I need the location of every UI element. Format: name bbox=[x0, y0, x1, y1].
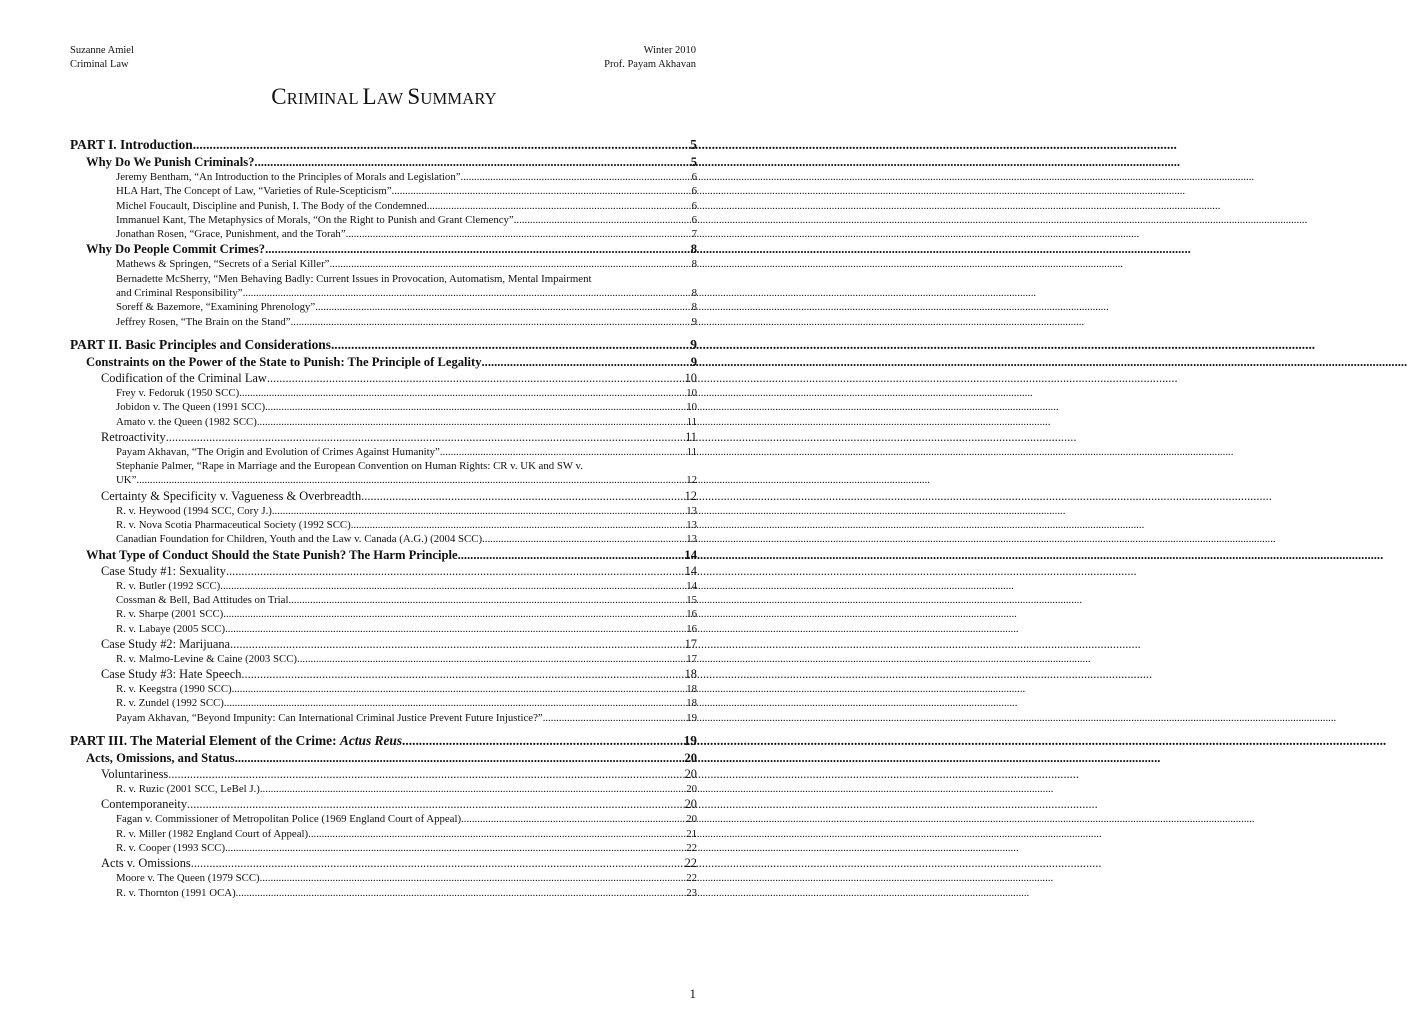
dot-leader bbox=[440, 445, 686, 459]
dot-leader bbox=[220, 579, 685, 593]
dot-leader bbox=[225, 841, 685, 855]
toc-entry[interactable] bbox=[70, 445, 697, 459]
toc-entry[interactable] bbox=[70, 607, 697, 621]
dot-leader bbox=[260, 782, 685, 796]
dot-leader bbox=[226, 563, 684, 579]
toc-entry-title: R. v. Thornton (1991 OCA) bbox=[116, 886, 236, 899]
toc-entry[interactable] bbox=[70, 652, 697, 666]
toc-entry-page: 6 bbox=[691, 171, 697, 183]
toc-entry-page: 10 bbox=[686, 401, 697, 414]
toc-entry[interactable] bbox=[70, 622, 697, 636]
toc-entry-page: 5 bbox=[690, 155, 697, 169]
dot-leader bbox=[458, 547, 684, 563]
dot-leader bbox=[236, 886, 686, 900]
toc-entry[interactable] bbox=[70, 766, 697, 782]
toc-entry-title: R. v. Zundel (1992 SCC) bbox=[116, 697, 224, 710]
dot-leader bbox=[482, 532, 685, 546]
toc-entry[interactable] bbox=[70, 666, 697, 682]
toc-entry-line: Bernadette McSherry, “Men Behaving Badly: Current Issues in Provocation, Automatism, Mental Impairment bbox=[116, 272, 592, 285]
dot-leader bbox=[291, 315, 691, 329]
toc-entry-title: Fagan v. Commissioner of Metropolitan Police (1969 England Court of Appeal) bbox=[116, 813, 462, 826]
toc-entry[interactable] bbox=[70, 213, 697, 227]
toc-entry-page: 5 bbox=[690, 137, 697, 152]
toc-entry-page: 13 bbox=[686, 519, 697, 532]
dot-leader bbox=[224, 696, 685, 710]
dot-leader bbox=[308, 827, 685, 841]
dot-leader bbox=[297, 652, 685, 666]
toc-entry[interactable] bbox=[70, 400, 697, 414]
toc-entry-title: Jeffrey Rosen, “The Brain on the Stand” bbox=[116, 315, 291, 328]
author-name: Suzanne Amiel bbox=[70, 45, 134, 56]
dot-leader bbox=[329, 257, 690, 271]
toc-entry[interactable] bbox=[70, 563, 697, 579]
toc-entry-page: 22 bbox=[684, 856, 697, 871]
dot-leader bbox=[543, 711, 686, 725]
toc-entry[interactable] bbox=[70, 227, 697, 241]
toc-entry[interactable] bbox=[70, 241, 697, 257]
document-title: CRIMINAL LAW SUMMARY bbox=[271, 84, 497, 109]
dot-leader bbox=[265, 241, 690, 257]
toc-entry[interactable] bbox=[70, 696, 697, 710]
toc-entry-page: 8 bbox=[691, 301, 697, 314]
toc-entry[interactable] bbox=[70, 154, 697, 170]
dot-leader bbox=[392, 184, 691, 198]
dot-leader bbox=[235, 750, 684, 766]
toc-entry[interactable] bbox=[70, 300, 697, 314]
toc-entry-title: and Criminal Responsibility” bbox=[116, 287, 243, 300]
toc-entry[interactable] bbox=[70, 370, 697, 386]
toc-entry[interactable] bbox=[70, 682, 697, 696]
toc-entry-title: Michel Foucault, Discipline and Punish, I. The Body of the Condemned bbox=[116, 199, 427, 212]
dot-leader bbox=[136, 473, 685, 487]
dot-leader bbox=[254, 154, 689, 170]
dot-leader bbox=[223, 607, 685, 621]
dot-leader bbox=[187, 796, 684, 812]
dot-leader bbox=[315, 300, 690, 314]
toc-entry-title: PART II. Basic Principles and Considerations bbox=[70, 336, 331, 352]
toc-entry-page: 17 bbox=[686, 652, 697, 665]
toc-entry-line: Stephanie Palmer, “Rape in Marriage and the European Convention on Human Rights: CR v. UK and SW v. bbox=[116, 460, 583, 473]
toc-entry-title: UK” bbox=[116, 474, 137, 487]
toc-entry-title: What Type of Conduct Should the State Punish? The Harm Principle bbox=[86, 547, 458, 562]
toc-entry-title: Soreff & Bazemore, “Examining Phrenology” bbox=[116, 301, 316, 314]
toc-entry-page: 11 bbox=[685, 429, 697, 444]
toc-entry-title: Why Do We Punish Criminals? bbox=[86, 155, 255, 169]
toc-entry[interactable] bbox=[70, 336, 697, 354]
dot-leader bbox=[288, 593, 685, 607]
toc-entry-title: Mathews & Springen, “Secrets of a Serial Killer” bbox=[116, 258, 330, 271]
toc-entry-page: 9 bbox=[690, 336, 697, 352]
toc-entry-title: R. v. Heywood (1994 SCC, Cory J.) bbox=[116, 504, 272, 517]
term: Winter 2010 bbox=[643, 45, 696, 56]
toc-entry-title: Cossman & Bell, Bad Attitudes on Trial bbox=[116, 593, 289, 606]
table-of-contents bbox=[70, 136, 697, 900]
dot-leader bbox=[265, 400, 685, 414]
toc-entry-page: 19 bbox=[686, 711, 697, 724]
toc-entry-page: 9 bbox=[690, 354, 697, 369]
professor-name: Prof. Payam Akhavan bbox=[604, 59, 696, 70]
toc-entry-title: Retroactivity bbox=[101, 429, 166, 444]
toc-entry-title: Jobidon v. The Queen (1991 SCC) bbox=[116, 401, 266, 414]
toc-entry-page: 6 bbox=[691, 213, 697, 226]
toc-entry-page: 19 bbox=[683, 733, 697, 749]
toc-entry-page: 16 bbox=[686, 608, 697, 621]
toc-entry-title: Contemporaneity bbox=[101, 797, 188, 812]
dot-leader bbox=[427, 199, 691, 213]
toc-entry-title: Amato v. the Queen (1982 SCC) bbox=[116, 415, 257, 428]
toc-entry[interactable] bbox=[70, 732, 697, 750]
toc-entry-page: 16 bbox=[686, 622, 697, 635]
toc-entry[interactable] bbox=[70, 136, 697, 154]
toc-entry[interactable] bbox=[70, 782, 697, 796]
dot-leader bbox=[243, 286, 691, 300]
toc-entry-title: Case Study #1: Sexuality bbox=[101, 563, 226, 578]
toc-entry-page: 21 bbox=[686, 827, 697, 840]
dot-leader bbox=[193, 136, 690, 154]
toc-entry-page: 20 bbox=[684, 751, 697, 766]
toc-entry[interactable] bbox=[70, 257, 697, 271]
toc-entry[interactable] bbox=[70, 199, 697, 213]
toc-entry-page: 22 bbox=[686, 841, 697, 854]
dot-leader bbox=[461, 170, 691, 184]
running-header-left bbox=[70, 44, 134, 72]
toc-entry-page: 20 bbox=[686, 783, 697, 796]
toc-entry-title: Jonathan Rosen, “Grace, Punishment, and the Torah” bbox=[116, 228, 346, 241]
dot-leader bbox=[351, 518, 686, 532]
toc-entry-title: Codification of the Criminal Law bbox=[101, 370, 267, 385]
toc-entry[interactable] bbox=[70, 812, 697, 826]
toc-entry[interactable] bbox=[70, 796, 697, 812]
toc-entry-page: 8 bbox=[691, 287, 697, 300]
toc-entry[interactable] bbox=[70, 532, 697, 546]
course-name: Criminal Law bbox=[70, 59, 129, 70]
toc-entry-title: Jeremy Bentham, “An Introduction to the Principles of Morals and Legislation” bbox=[116, 171, 461, 183]
dot-leader bbox=[331, 336, 689, 354]
toc-entry[interactable] bbox=[70, 429, 697, 445]
toc-entry-title: Canadian Foundation for Children, Youth and the Law v. Canada (A.G.) (2004 SCC) bbox=[116, 533, 483, 546]
toc-entry-page: 10 bbox=[686, 386, 697, 399]
toc-entry-title: R. v. Keegstra (1990 SCC) bbox=[116, 683, 232, 696]
toc-entry-title: R. v. Malmo-Levine & Caine (2003 SCC) bbox=[116, 652, 298, 665]
toc-entry-page: 11 bbox=[686, 445, 697, 458]
toc-entry[interactable] bbox=[70, 170, 697, 184]
toc-entry-title: PART I. Introduction bbox=[70, 137, 193, 152]
toc-entry-page: 15 bbox=[686, 593, 697, 606]
toc-entry-title: Frey v. Fedoruk (1950 SCC) bbox=[116, 386, 240, 399]
toc-entry-page: 18 bbox=[686, 683, 697, 696]
toc-entry[interactable] bbox=[70, 827, 697, 841]
toc-entry-page: 14 bbox=[686, 579, 697, 592]
toc-entry-title: Immanuel Kant, The Metaphysics of Morals, “On the Right to Punish and Grant Clemency” bbox=[116, 213, 514, 226]
toc-entry[interactable] bbox=[70, 886, 697, 900]
toc-entry[interactable] bbox=[70, 504, 697, 518]
toc-entry[interactable] bbox=[70, 855, 697, 871]
toc-entry-title: R. v. Ruzic (2001 SCC, LeBel J.) bbox=[116, 783, 260, 796]
toc-entry-page: 23 bbox=[686, 886, 697, 899]
toc-entry-title: Acts v. Omissions bbox=[101, 856, 191, 871]
toc-entry-page: 18 bbox=[686, 697, 697, 710]
toc-entry-title: Why Do People Commit Crimes? bbox=[86, 242, 266, 257]
toc-entry-title: PART III. The Material Element of the Crime: Actus Reus bbox=[70, 733, 403, 749]
toc-entry-title: R. v. Miller (1982 England Court of Appeal) bbox=[116, 827, 309, 840]
dot-leader bbox=[225, 622, 685, 636]
toc-entry-title: R. v. Butler (1992 SCC) bbox=[116, 579, 221, 592]
toc-entry-title: R. v. Labaye (2005 SCC) bbox=[116, 622, 226, 635]
toc-entry-page: 6 bbox=[691, 199, 697, 212]
toc-entry[interactable] bbox=[70, 547, 697, 563]
toc-entry[interactable] bbox=[70, 593, 697, 607]
toc-entry-title: Payam Akhavan, “The Origin and Evolution of Crimes Against Humanity” bbox=[116, 445, 440, 458]
dot-leader bbox=[267, 370, 684, 386]
page-number: 1 bbox=[689, 986, 696, 1001]
dot-leader bbox=[346, 227, 691, 241]
dot-leader bbox=[168, 766, 683, 782]
toc-entry-page: 9 bbox=[691, 315, 697, 328]
toc-entry-page: 7 bbox=[691, 228, 697, 241]
toc-entry-title: R. v. Nova Scotia Pharmaceutical Society (1992 SCC) bbox=[116, 519, 351, 532]
toc-entry[interactable] bbox=[70, 518, 697, 532]
dot-leader bbox=[191, 855, 684, 871]
toc-entry[interactable] bbox=[70, 488, 697, 504]
toc-entry-title: R. v. Cooper (1993 SCC) bbox=[116, 841, 226, 854]
toc-entry-page: 14 bbox=[684, 547, 697, 562]
dot-leader bbox=[402, 732, 683, 750]
dot-leader bbox=[272, 504, 685, 518]
dot-leader bbox=[166, 429, 684, 445]
toc-entry-title: Payam Akhavan, “Beyond Impunity: Can International Criminal Justice Prevent Future Injustice?” bbox=[116, 711, 543, 724]
toc-entry-title: R. v. Sharpe (2001 SCC) bbox=[116, 608, 224, 621]
toc-entry[interactable] bbox=[70, 750, 697, 766]
toc-entry[interactable] bbox=[70, 841, 697, 855]
toc-entry-title: Acts, Omissions, and Status bbox=[86, 751, 235, 766]
toc-entry-title: Case Study #2: Marijuana bbox=[101, 636, 231, 651]
toc-entry[interactable] bbox=[70, 386, 697, 400]
toc-entry[interactable] bbox=[70, 711, 697, 725]
toc-entry[interactable] bbox=[70, 871, 697, 885]
dot-leader bbox=[241, 666, 683, 682]
toc-entry-title: Voluntariness bbox=[101, 767, 169, 782]
dot-leader bbox=[482, 354, 690, 370]
toc-entry-page: 22 bbox=[686, 872, 697, 885]
toc-entry-page: 17 bbox=[684, 636, 697, 651]
toc-entry-page: 8 bbox=[690, 242, 697, 257]
toc-entry-page: 18 bbox=[684, 667, 697, 682]
toc-entry-title: Constraints on the Power of the State to Punish: The Principle of Legality bbox=[86, 354, 482, 369]
toc-entry-page: 6 bbox=[691, 185, 697, 198]
toc-entry-page: 13 bbox=[686, 504, 697, 517]
toc-entry-page: 10 bbox=[684, 370, 697, 385]
dot-leader bbox=[239, 386, 685, 400]
dot-leader bbox=[230, 636, 684, 652]
toc-entry[interactable] bbox=[70, 473, 697, 487]
toc-entry-page: 8 bbox=[691, 258, 697, 271]
toc-entry-page: 20 bbox=[686, 813, 697, 826]
running-header-right bbox=[604, 44, 696, 72]
dot-leader bbox=[461, 812, 685, 826]
dot-leader bbox=[260, 871, 686, 885]
toc-entry-title: Certainty & Specificity v. Vagueness & Overbreadth bbox=[101, 488, 362, 503]
toc-entry[interactable] bbox=[70, 579, 697, 593]
dot-leader bbox=[232, 682, 686, 696]
toc-entry-page: 20 bbox=[684, 797, 697, 812]
dot-leader bbox=[257, 415, 686, 429]
toc-entry[interactable] bbox=[70, 415, 697, 429]
dot-leader bbox=[514, 213, 691, 227]
dot-leader bbox=[361, 488, 683, 504]
toc-entry-title: Case Study #3: Hate Speech bbox=[101, 667, 242, 682]
toc-entry-page: 13 bbox=[686, 533, 697, 546]
toc-entry[interactable] bbox=[70, 184, 697, 198]
toc-entry[interactable] bbox=[70, 354, 697, 370]
toc-entry-title: Moore v. The Queen (1979 SCC) bbox=[116, 872, 260, 885]
toc-entry-page: 12 bbox=[684, 488, 697, 503]
toc-entry-title: HLA Hart, The Concept of Law, “Varieties of Rule-Scepticism” bbox=[116, 185, 392, 198]
toc-entry-page: 12 bbox=[686, 474, 697, 487]
toc-entry-page: 11 bbox=[686, 415, 697, 428]
toc-entry[interactable] bbox=[70, 315, 697, 329]
toc-entry[interactable] bbox=[70, 286, 697, 300]
toc-entry-page: 14 bbox=[684, 563, 697, 578]
toc-entry[interactable] bbox=[70, 636, 697, 652]
toc-entry-page: 20 bbox=[684, 767, 697, 782]
